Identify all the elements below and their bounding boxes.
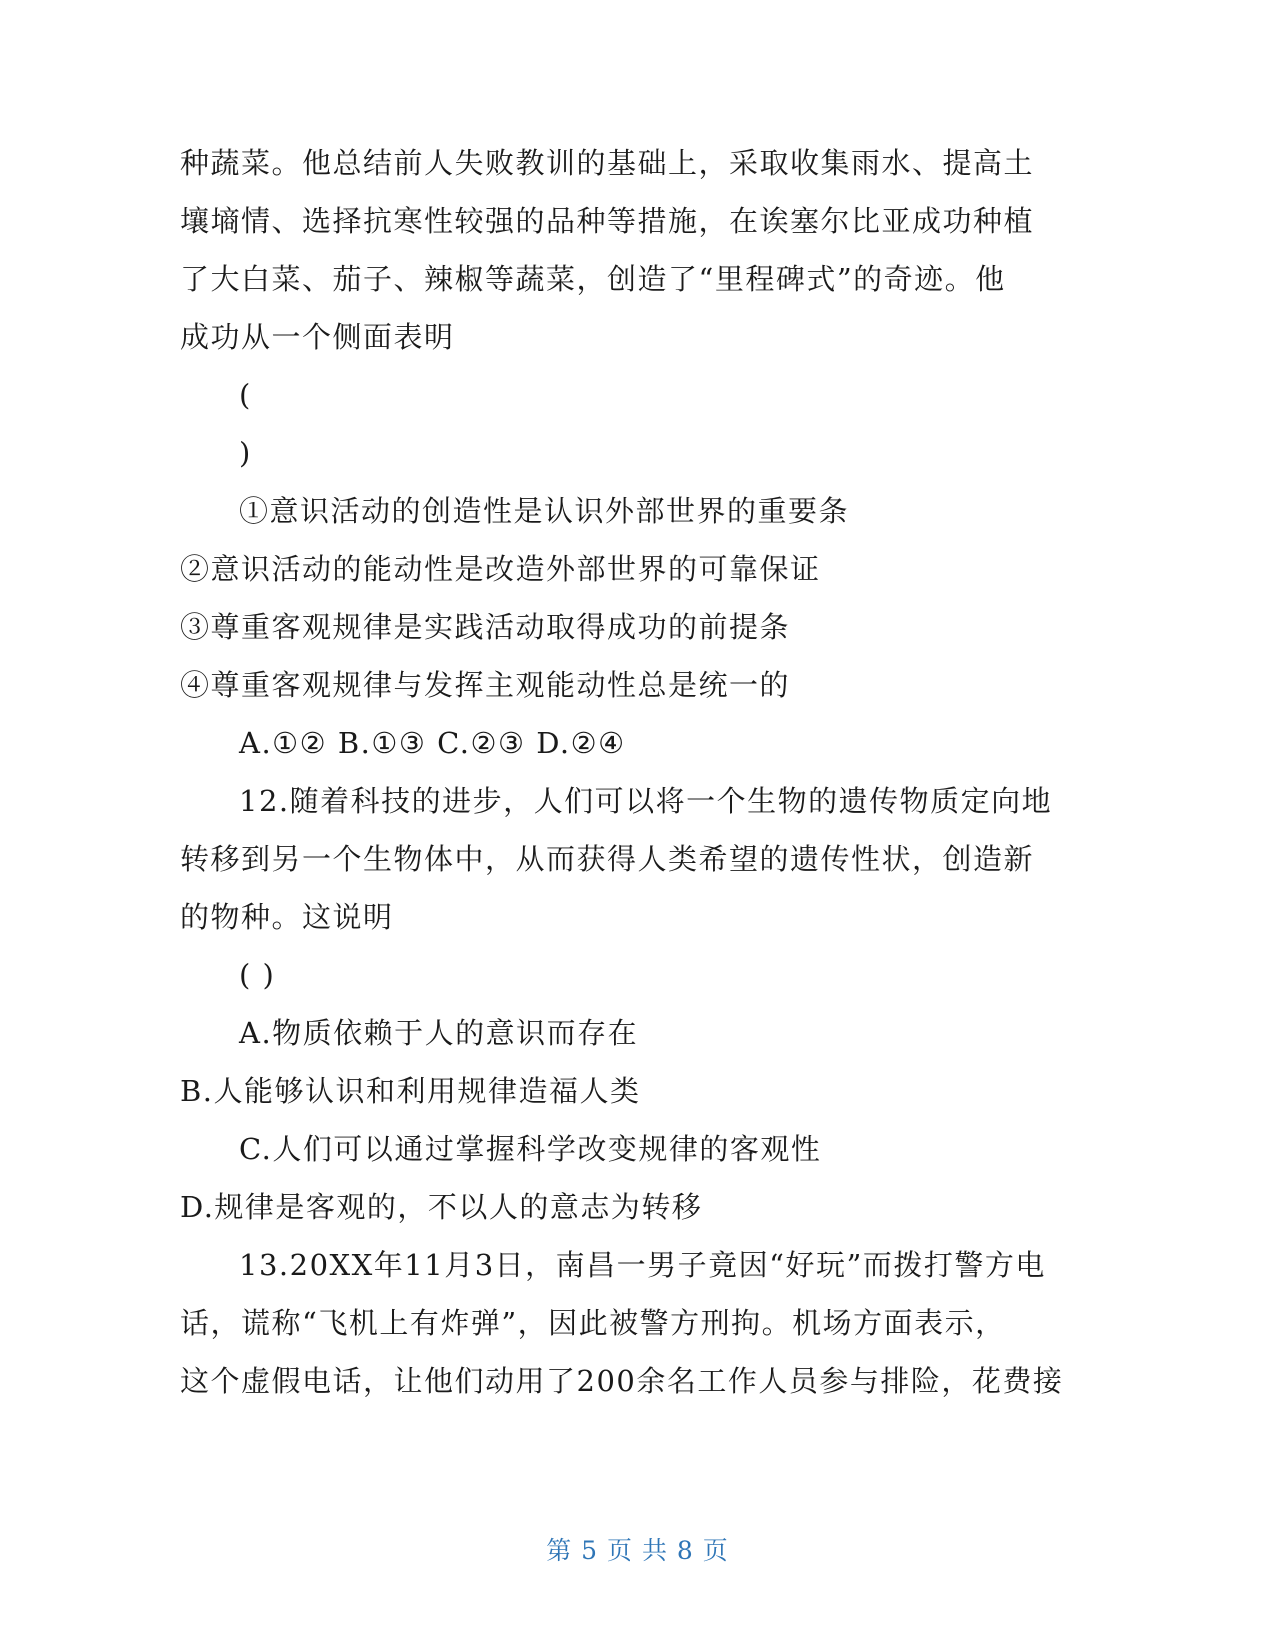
- question-13: 13.20XX年11月3日，南昌一男子竟因“好玩”而拨打警方电: [239, 1248, 1046, 1282]
- option-b: B.人能够认识和利用规律造福人类: [180, 1074, 641, 1108]
- text-line: 种蔬菜。他总结前人失败教训的基础上，采取收集雨水、提高土: [180, 146, 1035, 180]
- answer-bracket: ( ): [239, 958, 276, 992]
- answer-bracket-open: (: [239, 378, 252, 412]
- text-line: 成功从一个侧面表明: [180, 320, 455, 354]
- option-c: C.人们可以通过掌握科学改变规律的客观性: [239, 1132, 822, 1166]
- page-footer: 第 5 页 共 8 页: [546, 1536, 729, 1565]
- question-12: 12.随着科技的进步，人们可以将一个生物的遗传物质定向地: [239, 784, 1053, 818]
- answer-bracket-close: ): [239, 436, 252, 470]
- text-line: 话，谎称“飞机上有炸弹”，因此被警方刑拘。机场方面表示，: [180, 1306, 1006, 1340]
- option-a: A.物质依赖于人的意识而存在: [239, 1016, 639, 1050]
- statement-2: ②意识活动的能动性是改造外部世界的可靠保证: [180, 552, 821, 586]
- answer-options: A.①② B.①③ C.②③ D.②④: [239, 726, 626, 760]
- text-line: 了大白菜、茄子、辣椒等蔬菜，创造了“里程碑式”的奇迹。他: [180, 262, 1006, 296]
- statement-4: ④尊重客观规律与发挥主观能动性总是统一的: [180, 668, 791, 702]
- text-line: 的物种。这说明: [180, 900, 394, 934]
- text-line: 壤墒情、选择抗寒性较强的品种等措施，在诶塞尔比亚成功种植: [180, 204, 1035, 238]
- option-d: D.规律是客观的，不以人的意志为转移: [180, 1190, 703, 1224]
- statement-3: ③尊重客观规律是实践活动取得成功的前提条: [180, 610, 791, 644]
- text-line: 这个虚假电话，让他们动用了200余名工作人员参与排险，花费接: [180, 1364, 1064, 1398]
- text-line: 转移到另一个生物体中，从而获得人类希望的遗传性状，创造新: [180, 842, 1035, 876]
- statement-1: ①意识活动的创造性是认识外部世界的重要条: [239, 494, 850, 528]
